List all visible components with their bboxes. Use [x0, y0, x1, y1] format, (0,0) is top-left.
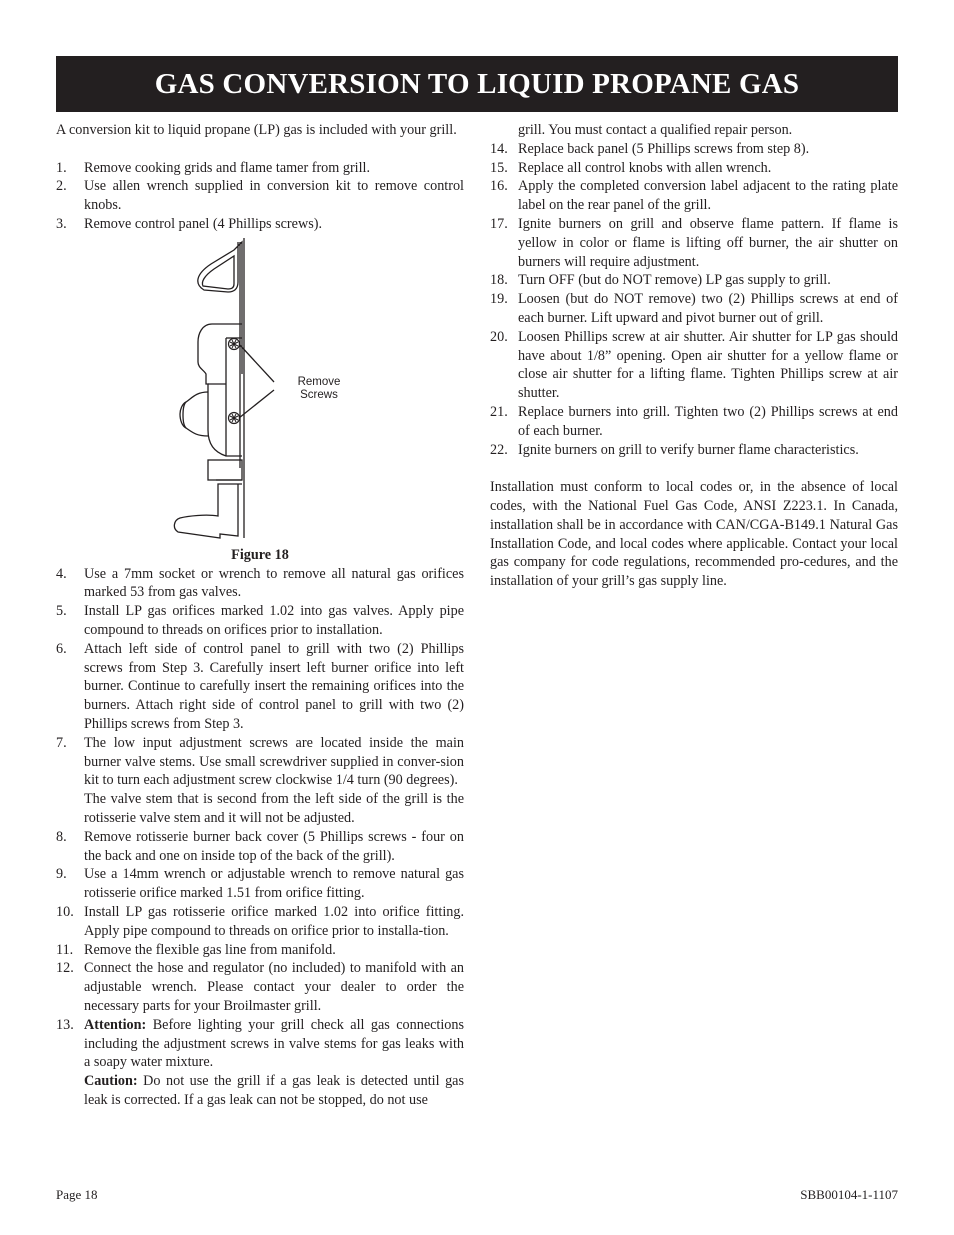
list-item [490, 159, 898, 178]
step-number: 6. [56, 640, 67, 657]
steps-list-c [490, 140, 898, 460]
list-item [56, 941, 464, 960]
list-item [490, 328, 898, 403]
list-item [56, 602, 464, 640]
list-item [56, 565, 464, 603]
step-number: 4. [56, 565, 67, 582]
list-item [56, 903, 464, 941]
step-text: Use allen wrench supplied in conversion kit to remove control knobs. [84, 178, 464, 214]
figure-18 [56, 234, 464, 546]
codes-paragraph: Installation must conform to local codes or, in the absence of local codes, with the National Fuel Gas Code, ANSI Z223.1. In Canada, installation shall be in accordance with CAN/CGA-B149.1 Natural Gas Installation Code, and local codes where applicable. Contact your local gas company for code regulations, recommended pro-cedures, and the installation of your grill’s gas supply line. [490, 479, 898, 590]
step-text: Turn OFF (but do NOT remove) LP gas supply to grill. [518, 272, 831, 289]
step-number: 17. [490, 215, 508, 232]
document-code: SBB00104-1-1107 [800, 1187, 898, 1202]
intro-paragraph: A conversion kit to liquid propane (LP) gas is included with your grill. [56, 122, 457, 138]
step-text: Replace burners into grill. Tighten two (2) Phillips screws at end of each burner. [518, 403, 898, 439]
step-text: Attach left side of control panel to grill with two (2) Phillips screws from Step 3. Carefully insert left burner orifice into left burner. Continue to carefully insert the remaining orifices into the burners. Attach right side of control panel to grill with two (2) Phillips screws from Step 3. [84, 640, 464, 732]
list-item [490, 140, 898, 159]
attention-label: Attention: [84, 1016, 147, 1033]
step-number: 21. [490, 403, 508, 420]
step-number: 12. [56, 960, 74, 977]
step-number: 9. [56, 866, 67, 883]
list-item [490, 290, 898, 328]
list-item [56, 159, 464, 178]
step-text: Apply the completed conversion label adjacent to the rating plate label on the rear panel of the grill. [518, 178, 898, 214]
steps-list-b [56, 565, 464, 1016]
step-text: Remove control panel (4 Phillips screws). [84, 215, 322, 232]
list-item [56, 865, 464, 903]
step-text: Use a 14mm wrench or adjustable wrench to remove natural gas rotisserie orifice marked 1.51 from orifice fitting. [84, 866, 464, 902]
page-title: GAS CONVERSION TO LIQUID PROPANE GAS [154, 67, 800, 100]
step-number: 8. [56, 828, 67, 845]
step-13-continued [490, 121, 898, 140]
step-text: The low input adjustment screws are located inside the main burner valve stems. Use small screwdriver supplied in conver-sion kit to turn each adjustment screw clockwise 1/4 turn (90 degrees). [84, 734, 464, 789]
list-item [490, 403, 898, 441]
step-text: Install LP gas orifices marked 1.02 into gas valves. Apply pipe compound to threads on orifices prior to installation. [84, 603, 464, 638]
step-number: 1. [56, 159, 67, 176]
step-number: 16. [490, 178, 508, 195]
step-text: Loosen Phillips screw at air shutter. Air shutter for LP gas should have about 1/8” opening. Open air shutter for a yellow flame or close air shutter for a lifting flame. Tighten Phillips screw at air shutter. [518, 328, 898, 402]
step-number: 15. [490, 159, 508, 176]
list-item [490, 441, 898, 460]
step-13 [56, 1016, 464, 1110]
steps-list-a [56, 159, 464, 234]
step-text: Replace all control knobs with allen wrench. [518, 159, 772, 176]
right-column [490, 121, 898, 591]
page-title-banner [56, 56, 898, 112]
step-note: The valve stem that is second from the left side of the grill is the rotisserie valve stem and it will not be adjusted. [84, 791, 464, 826]
list-item [56, 959, 464, 1015]
list-item: 13. Attention: Before lighting your grill check all gas connections including the adjustment screws in valve stems for gas leaks with a soapy water mixture. Caution: Do not use the grill if a gas leak is detected until gas leak is corrected. If a gas leak can not be stopped, do not use [56, 1016, 464, 1108]
step-number: 10. [56, 903, 74, 920]
list-item [56, 215, 464, 234]
list-item [490, 271, 898, 290]
step-text: Remove cooking grids and flame tamer from grill. [84, 159, 371, 176]
step-number: 7. [56, 734, 67, 751]
step-text: Replace back panel (5 Phillips screws from step 8). [518, 140, 810, 157]
remove-screws-callout: Remove Screws [297, 375, 341, 402]
step-number: 14. [490, 140, 508, 157]
caution-text: Do not use the grill if a gas leak is detected until gas leak is corrected. If a gas leak can not be stopped, do not use [84, 1073, 464, 1108]
step-text: Install LP gas rotisserie orifice marked 1.02 into orifice fitting. Apply pipe compound to threads on orifice prior to installa-tion. [84, 903, 464, 939]
list-item [490, 177, 898, 215]
step-text: Remove the flexible gas line from manifold. [84, 941, 336, 958]
list-item [56, 640, 464, 734]
list-item [56, 734, 464, 828]
step-text: Use a 7mm socket or wrench to remove all natural gas orifices marked 53 from gas valves. [84, 565, 464, 601]
step-text: Loosen (but do NOT remove) two (2) Phillips screws at end of each burner. Lift upward and pivot burner out of grill. [518, 291, 898, 326]
attention-text: Before lighting your grill check all gas connections including the adjustment screws in valve stems for gas leaks with a soapy water mixture. [84, 1016, 464, 1071]
step-number: 18. [490, 272, 508, 289]
step-text: Connect the hose and regulator (no included) to manifold with an adjustable wrench. Please contact your dealer to order the necessary parts for your Broilmaster grill. [84, 960, 464, 1014]
caution-label: Caution: [84, 1073, 138, 1090]
step-text: Remove rotisserie burner back cover (5 Phillips screws - four on the back and one on inside top of the back of the grill). [84, 828, 464, 864]
step-number: 19. [490, 291, 508, 308]
step-number: 11. [56, 941, 74, 958]
step-number: 5. [56, 603, 67, 620]
page-number: Page 18 [56, 1187, 98, 1202]
step-text: Ignite burners on grill to verify burner flame characteristics. [518, 441, 859, 458]
control-panel-diagram [56, 234, 464, 546]
list-item [56, 828, 464, 866]
list-item [490, 215, 898, 271]
list-item [56, 177, 464, 215]
step-13-continuation: grill. You must contact a qualified repair person. [518, 122, 793, 138]
step-number: 20. [490, 328, 508, 345]
step-number: 3. [56, 215, 67, 232]
step-number: 22. [490, 441, 508, 458]
left-column [56, 121, 464, 1110]
step-number: 2. [56, 178, 67, 195]
step-text: Ignite burners on grill and observe flame pattern. If flame is yellow in color or flame is lifting off burner, the air shutter on burners will require adjustment. [518, 215, 898, 270]
figure-caption: Figure 18 [231, 546, 289, 563]
